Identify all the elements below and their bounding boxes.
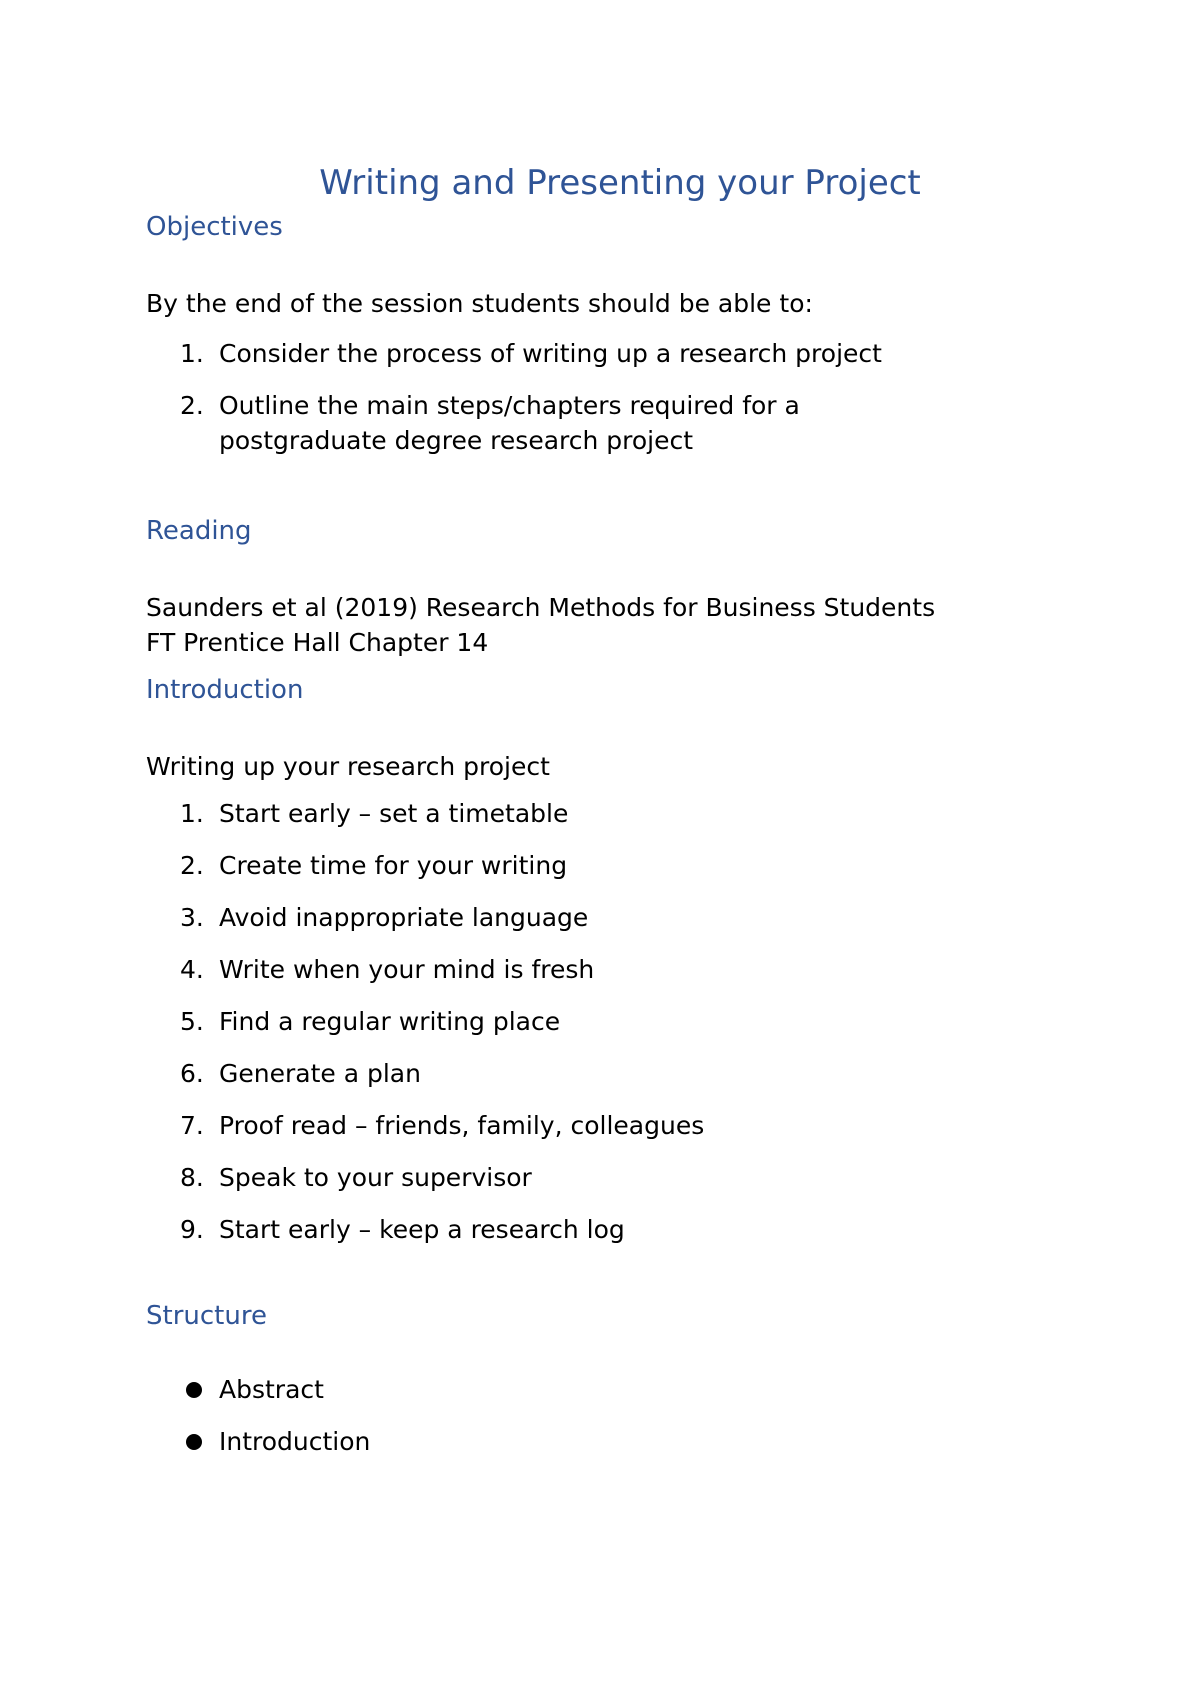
introduction-list-item	[146, 796, 1076, 831]
structure-list	[146, 1372, 1076, 1459]
objectives-heading: Objectives	[146, 212, 283, 242]
list-number: 5.	[180, 1007, 204, 1036]
structure-list-item	[146, 1372, 1076, 1407]
list-item-text: Create time for your writing	[219, 851, 568, 880]
structure-list-item	[146, 1424, 1076, 1459]
list-item-text: Consider the process of writing up a research project	[219, 339, 882, 368]
introduction-list-item	[146, 848, 1076, 883]
objectives-list-item	[146, 336, 1076, 371]
reading-reference-line: FT Prentice Hall Chapter 14	[146, 628, 489, 657]
introduction-list-item	[146, 1004, 1076, 1039]
list-item-text: Avoid inappropriate language	[219, 903, 589, 932]
reading-heading: Reading	[146, 516, 252, 546]
bullet-icon	[186, 1382, 202, 1398]
list-item-text: Start early – keep a research log	[219, 1215, 625, 1244]
list-item-text: Generate a plan	[219, 1059, 421, 1088]
objectives-intro: By the end of the session students should be able to:	[146, 289, 813, 318]
introduction-intro: Writing up your research project	[146, 752, 550, 781]
reading-reference	[146, 590, 1076, 660]
reading-reference-line: Saunders et al (2019) Research Methods for Business Students	[146, 593, 936, 622]
bullet-icon	[186, 1434, 202, 1450]
list-item-text: Start early – set a timetable	[219, 799, 569, 828]
list-item-text: Find a regular writing place	[219, 1007, 561, 1036]
list-item-text: Speak to your supervisor	[219, 1163, 532, 1192]
introduction-list-item	[146, 900, 1076, 935]
objectives-list	[146, 336, 1076, 458]
introduction-list-item	[146, 1160, 1076, 1195]
list-number: 4.	[180, 955, 204, 984]
document-title: Writing and Presenting your Project	[319, 163, 921, 203]
list-item-text: Outline the main steps/chapters required for a postgraduate degree research project	[219, 391, 800, 455]
list-number: 7.	[180, 1111, 204, 1140]
objectives-list-item	[146, 388, 859, 458]
list-item-text: Abstract	[219, 1375, 324, 1404]
introduction-list	[146, 796, 1076, 1247]
introduction-heading: Introduction	[146, 675, 304, 705]
introduction-list-item	[146, 1056, 1076, 1091]
list-number: 2.	[180, 391, 204, 420]
list-item-text: Proof read – friends, family, colleagues	[219, 1111, 705, 1140]
list-number: 3.	[180, 903, 204, 932]
structure-heading: Structure	[146, 1301, 267, 1331]
list-number: 1.	[180, 799, 204, 828]
list-number: 6.	[180, 1059, 204, 1088]
list-item-text: Introduction	[219, 1427, 371, 1456]
list-item-text: Write when your mind is fresh	[219, 955, 595, 984]
introduction-list-item	[146, 952, 1076, 987]
list-number: 9.	[180, 1215, 204, 1244]
introduction-list-item	[146, 1212, 1076, 1247]
document-page	[146, 160, 1076, 1476]
list-number: 8.	[180, 1163, 204, 1192]
introduction-list-item	[146, 1108, 1076, 1143]
list-number: 1.	[180, 339, 204, 368]
list-number: 2.	[180, 851, 204, 880]
